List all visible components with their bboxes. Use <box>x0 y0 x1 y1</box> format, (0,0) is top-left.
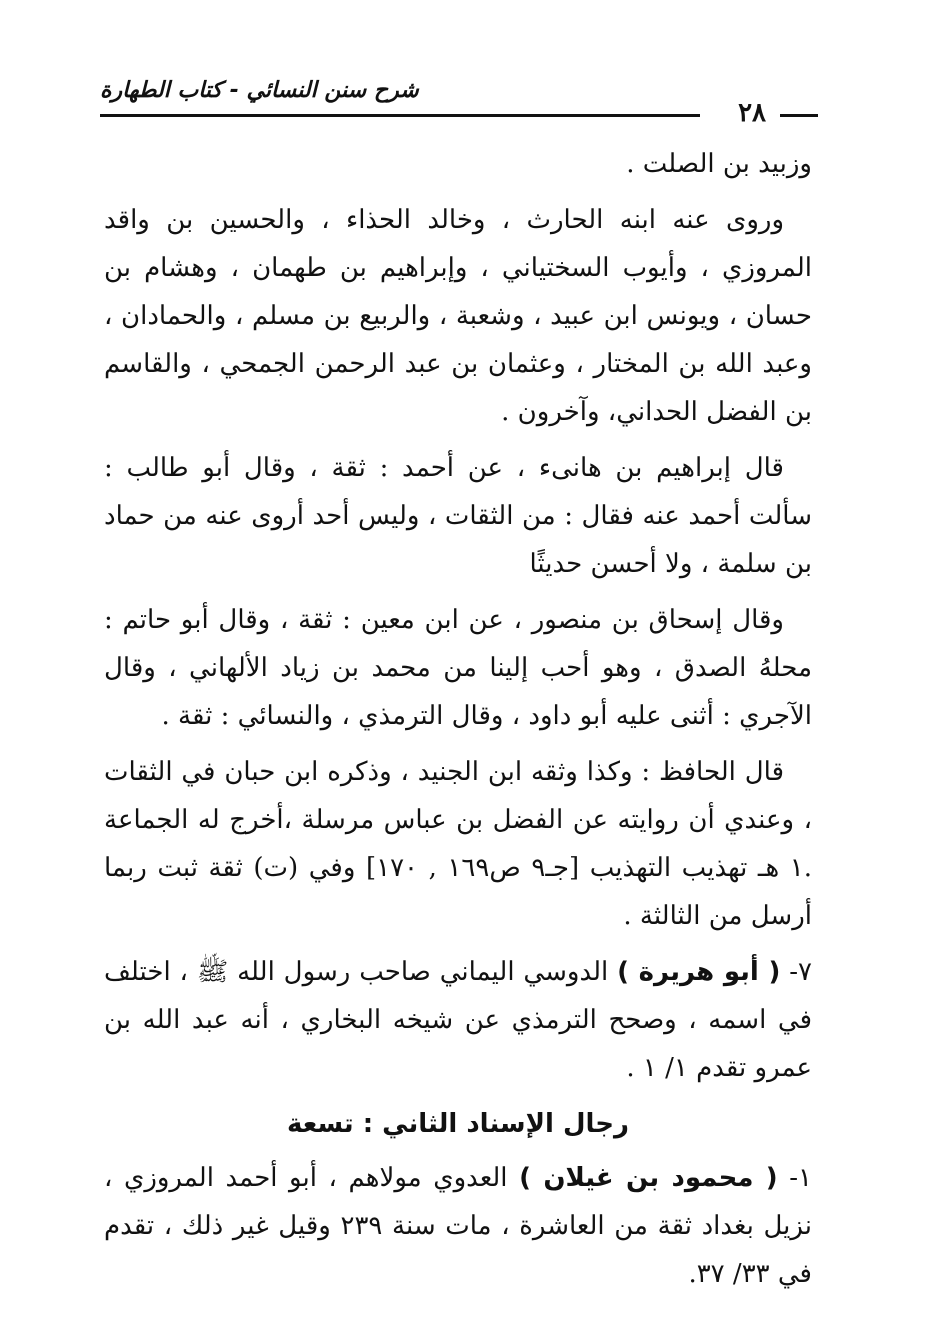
paragraph: قال إبراهيم بن هانىء ، عن أحمد : ثقة ، وقال أبو طالب : سألت أحمد عنه فقال : من الثقات ، وليس أحد أروى عنه من حماد بن سلمة ، ولا أحسن حديثًا <box>104 453 812 579</box>
page-number-dash <box>780 114 818 117</box>
paragraph: وقال إسحاق بن منصور ، عن ابن معين : ثقة ، وقال أبو حاتم : محلهُ الصدق ، وهو أحب إلينا من محمد بن زياد الألهاني ، وقال الآجري : أثنى عليه أبو داود ، وقال الترمذي ، والنسائي : ثقة . <box>104 605 812 731</box>
entry-number: ١- <box>789 1163 813 1193</box>
entry-text: الدوسي اليماني صاحب رسول الله ﷺ ، اختلف في اسمه ، وصحح الترمذي عن شيخه البخاري ، أنه عبد الله بن عمرو تقدم ١/ ١ . <box>104 957 812 1083</box>
page-body <box>104 140 812 1306</box>
narrator-name: ( أبو هريرة ) <box>617 957 781 987</box>
paragraph: قال الحافظ : وكذا وثقه ابن الجنيد ، وذكره ابن حبان في الثقات ، وعندي أن روايته عن الفضل بن عباس مرسلة ،أخرج له الجماعة .١ هـ تهذيب التهذيب [جـ٩ ص١٦٩ , ١٧٠] وفي (ت) ثقة ثبت ربما أرسل من الثالثة . <box>104 757 813 931</box>
narrator-entry <box>104 948 812 1092</box>
paragraph: وزبيد بن الصلت . <box>626 149 812 179</box>
narrator-name: ( محمود بن غيلان ) <box>519 1163 778 1193</box>
header-rule <box>100 114 700 117</box>
entry-text: العدوي مولاهم ، أبو أحمد المروزي ، نزيل بغداد ثقة من العاشرة ، مات سنة ٢٣٩ وقيل غير ذلك ، تقدم في ٣٣/ ٣٧. <box>104 1163 812 1289</box>
paragraph: وروى عنه ابنه الحارث ، وخالد الحذاء ، والحسين بن واقد المروزي ، وأيوب السختياني ، وإبراهيم بن طهمان ، وهشام بن حسان ، ويونس ابن عبيد ، وشعبة ، والربيع بن مسلم ، والحمادان ، وعبد الله بن المختار ، وعثمان بن عبد الرحمن الجمحي ، والقاسم بن الفضل الحداني، وآخرون . <box>104 205 813 427</box>
page-header <box>100 70 818 130</box>
running-title: شرح سنن النسائي - كتاب الطهارة <box>100 78 419 103</box>
section-heading: رجال الإسناد الثاني : تسعة <box>287 1109 629 1139</box>
entry-number: ٧- <box>789 957 813 987</box>
narrator-entry <box>104 1154 812 1298</box>
page-number: ٢٨ <box>738 98 766 128</box>
